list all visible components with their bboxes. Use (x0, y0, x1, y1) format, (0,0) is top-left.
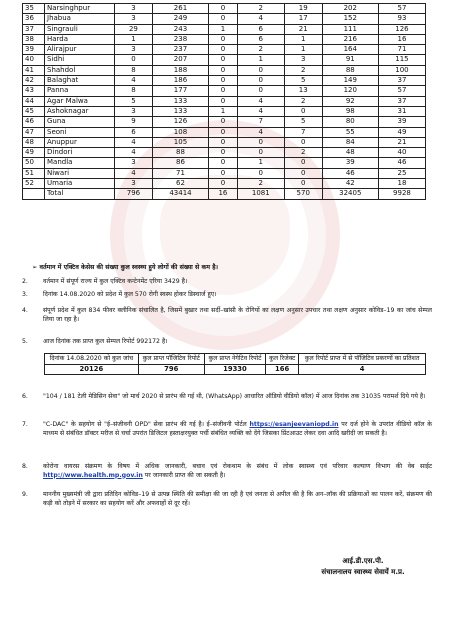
serial-cell: 48 (23, 137, 45, 147)
value-cell: 88 (322, 65, 378, 75)
value-cell: 0 (284, 158, 322, 168)
value-cell: 2 (237, 179, 284, 189)
value-cell: 4 (115, 148, 153, 158)
list-item: 2. वर्तमान में संपूर्ण राज्य में कुल एक्टिव कन्टेनमेंट एरिया 3429 है। (22, 278, 188, 285)
value-cell: 40 (378, 148, 425, 158)
value-cell: 93 (378, 14, 425, 24)
district-cell: Dindori (45, 148, 115, 158)
value-cell: 0 (209, 96, 238, 106)
value-cell: 46 (322, 168, 378, 178)
serial-cell: 40 (23, 55, 45, 65)
table-row (23, 168, 426, 178)
value-cell: 0 (284, 106, 322, 116)
value-cell: 5 (284, 117, 322, 127)
value-cell: 3 (115, 45, 153, 55)
value-cell: 4 (115, 168, 153, 178)
district-cell: Alirajpur (45, 45, 115, 55)
table-row (23, 14, 426, 24)
value-cell: 120 (322, 86, 378, 96)
value-cell: 8 (115, 65, 153, 75)
value-cell: 3 (115, 106, 153, 116)
value-cell: 91 (322, 55, 378, 65)
serial-cell: 38 (23, 34, 45, 44)
value-cell: 2 (284, 96, 322, 106)
value-cell: 21 (378, 137, 425, 147)
district-cell: Niwari (45, 168, 115, 178)
value-cell: 4 (237, 14, 284, 24)
value-cell: 2 (284, 148, 322, 158)
value-cell: 0 (209, 65, 238, 75)
district-cell: Ashoknagar (45, 106, 115, 116)
district-cell: Umaria (45, 179, 115, 189)
value-cell: 5 (115, 96, 153, 106)
value-cell: 0 (209, 34, 238, 44)
value-cell: 133 (152, 106, 208, 116)
list-item: 3. दिनांक 14.08.2020 को प्रदेश में कुल 570 रोगी स्वस्थ होकर डिस्चार्ज हुए। (22, 291, 217, 298)
value-cell: 0 (237, 65, 284, 75)
value-cell: 115 (378, 55, 425, 65)
total-cell: 1081 (237, 189, 284, 199)
value-cell: 4 (115, 76, 153, 86)
summary-header: कुल प्राप्त पॉजिटिव रिपोर्ट (138, 354, 204, 365)
district-cell: Agar Malwa (45, 96, 115, 106)
value-cell: 216 (322, 34, 378, 44)
value-cell: 0 (209, 76, 238, 86)
district-cell: Mandla (45, 158, 115, 168)
value-cell: 13 (284, 86, 322, 96)
value-cell: 1 (209, 106, 238, 116)
esanjeevani-link[interactable]: https://esanjeevaniopd.in (249, 421, 339, 428)
list-item: 4. संपूर्ण प्रदेश में कुल 834 फीवर क्लीनिक संचालित है, जिसमें बुखार तथा सर्दी–खांसी के रोगियों का लक्षण अनुसार उपचार तथा लक्षण अनुसार कोविड–19 का जांच सेम्पल लिया जा रहा है। (22, 307, 432, 323)
value-cell: 3 (115, 158, 153, 168)
value-cell: 37 (378, 96, 425, 106)
value-cell: 7 (284, 127, 322, 137)
value-cell: 0 (209, 168, 238, 178)
value-cell: 29 (115, 24, 153, 34)
table-row (23, 65, 426, 75)
value-cell: 249 (152, 14, 208, 24)
district-table (22, 3, 426, 200)
summary-header: कुल रिजेक्ट (266, 354, 299, 365)
serial-cell: 42 (23, 76, 45, 86)
value-cell: 2 (237, 45, 284, 55)
value-cell: 0 (209, 137, 238, 147)
value-cell: 3 (115, 179, 153, 189)
serial-cell: 39 (23, 45, 45, 55)
serial-cell: 51 (23, 168, 45, 178)
value-cell: 3 (115, 4, 153, 14)
value-cell: 0 (209, 117, 238, 127)
total-cell: 9928 (378, 189, 425, 199)
table-row (23, 86, 426, 96)
value-cell: 0 (284, 179, 322, 189)
value-cell: 4 (115, 137, 153, 147)
value-cell: 5 (284, 76, 322, 86)
value-cell: 0 (284, 137, 322, 147)
value-cell: 0 (237, 137, 284, 147)
total-cell: 32405 (322, 189, 378, 199)
serial-cell: 44 (23, 96, 45, 106)
serial-cell: 35 (23, 4, 45, 14)
value-cell: 4 (237, 127, 284, 137)
value-cell: 0 (209, 45, 238, 55)
value-cell: 2 (284, 65, 322, 75)
active-cases-note: ➢ वर्तमान में एक्टिव केसेस की संख्या कुल स्वस्थ्य हुये लोगों की संख्या से कम है। (32, 264, 218, 271)
value-cell: 108 (152, 127, 208, 137)
serial-cell: 47 (23, 127, 45, 137)
value-cell: 6 (115, 127, 153, 137)
value-cell: 0 (209, 55, 238, 65)
value-cell: 0 (209, 148, 238, 158)
district-cell: Balaghat (45, 76, 115, 86)
table-row (23, 45, 426, 55)
table-row (23, 117, 426, 127)
table-row (23, 137, 426, 147)
value-cell: 80 (322, 117, 378, 127)
value-cell: 57 (378, 86, 425, 96)
summary-header: कुल रिपोर्ट प्राप्त में से पॉजिटिव प्रकरणों का प्रतिशत (299, 354, 426, 365)
value-cell: 126 (152, 117, 208, 127)
value-cell: 31 (378, 106, 425, 116)
serial-cell: 49 (23, 148, 45, 158)
value-cell: 86 (152, 158, 208, 168)
value-cell: 2 (237, 4, 284, 14)
summary-value-row (45, 364, 426, 375)
value-cell: 0 (209, 127, 238, 137)
table-row (23, 34, 426, 44)
summary-value: 166 (266, 364, 299, 375)
value-cell: 0 (115, 55, 153, 65)
value-cell: 0 (209, 14, 238, 24)
serial-cell: 37 (23, 24, 45, 34)
district-cell: Anuppur (45, 137, 115, 147)
value-cell: 152 (322, 14, 378, 24)
table-row (23, 96, 426, 106)
value-cell: 237 (152, 45, 208, 55)
value-cell: 105 (152, 137, 208, 147)
total-cell: 570 (284, 189, 322, 199)
table-row (23, 24, 426, 34)
value-cell: 207 (152, 55, 208, 65)
value-cell: 4 (237, 96, 284, 106)
value-cell: 17 (284, 14, 322, 24)
value-cell: 0 (284, 168, 322, 178)
district-cell: Harda (45, 34, 115, 44)
value-cell: 7 (237, 117, 284, 127)
table-row (23, 127, 426, 137)
value-cell: 164 (322, 45, 378, 55)
list-item: 8. कोरोना वायरस संक्रमण के विषय में अधिक जानकारी, बचाव एवं रोकथाम के संबंध में लोक स्वास्थ्य एवं परिवार कल्याण विभाग की वेब साईट http://www.health.mp.gov.in पर जानकारी प्राप्त की जा सकती है। (22, 463, 432, 479)
value-cell: 149 (322, 76, 378, 86)
table-row (23, 179, 426, 189)
table-row (23, 4, 426, 14)
value-cell: 0 (209, 86, 238, 96)
list-item: 7. "C-DAC" के सहयोग से "ई–संजीवनी OPD" सेवा प्रारंभ की गई है। ई–संजीवनी पोर्टल https://esanjeevaniopd.in पर दर्ज होने के उपरांत वीडियो कॉल के माध्यम से संबंधित डॉक्टर मरीज से चर्चा उपरांत डिजिटल हस्ताक्षरयुक्त पर्ची संबंधित व्यक्ति को देंगे जिसका प्रिंटआउट लेकर दवा आदि खरीदी जा सकती है। (22, 421, 433, 437)
value-cell: 1 (237, 158, 284, 168)
value-cell: 55 (322, 127, 378, 137)
serial-cell: 43 (23, 86, 45, 96)
serial-cell: 36 (23, 14, 45, 24)
value-cell: 238 (152, 34, 208, 44)
value-cell: 1 (284, 34, 322, 44)
summary-value: 4 (299, 364, 426, 375)
value-cell: 1 (284, 45, 322, 55)
value-cell: 19 (284, 4, 322, 14)
signature-block (288, 556, 438, 578)
value-cell: 16 (378, 34, 425, 44)
serial-cell: 46 (23, 117, 45, 127)
value-cell: 42 (322, 179, 378, 189)
district-cell: Sidhi (45, 55, 115, 65)
district-cell: Seoni (45, 127, 115, 137)
district-cell: Jhabua (45, 14, 115, 24)
total-label: Total (45, 189, 115, 199)
summary-header-row (45, 354, 426, 365)
value-cell: 18 (378, 179, 425, 189)
value-cell: 71 (378, 45, 425, 55)
summary-value: 796 (138, 364, 204, 375)
value-cell: 133 (152, 96, 208, 106)
value-cell: 92 (322, 96, 378, 106)
summary-value: 20126 (45, 364, 139, 375)
health-website-link[interactable]: http://www.health.mp.gov.in (43, 471, 143, 479)
district-cell: Shahdol (45, 65, 115, 75)
total-cell: 16 (209, 189, 238, 199)
value-cell: 25 (378, 168, 425, 178)
value-cell: 6 (237, 34, 284, 44)
district-cell: Narsinghpur (45, 4, 115, 14)
serial-cell: 50 (23, 158, 45, 168)
value-cell: 202 (322, 4, 378, 14)
serial-cell: 45 (23, 106, 45, 116)
value-cell: 0 (237, 148, 284, 158)
value-cell: 46 (378, 158, 425, 168)
value-cell: 37 (378, 76, 425, 86)
value-cell: 71 (152, 168, 208, 178)
value-cell: 177 (152, 86, 208, 96)
value-cell: 21 (284, 24, 322, 34)
total-row (23, 189, 426, 199)
district-cell: Guna (45, 117, 115, 127)
value-cell: 0 (209, 4, 238, 14)
list-item: 6. "104 / 181 टेली मेडिसिन सेवा" जो मार्च 2020 से प्रारंभ की गई थी, (WhatsApp) आधारित ऑडियो वीडियो कॉल) में आज दिनांक तक 31035 परामर्श दिये गये है। (22, 393, 426, 400)
summary-header: कुल प्राप्त नेगेटिव रिपोर्ट (204, 354, 265, 365)
value-cell: 9 (115, 117, 153, 127)
summary-header: दिनांक 14.08.2020 को कुल जांच (45, 354, 139, 365)
value-cell: 0 (209, 179, 238, 189)
value-cell: 48 (322, 148, 378, 158)
value-cell: 100 (378, 65, 425, 75)
value-cell: 6 (237, 24, 284, 34)
serial-cell: 41 (23, 65, 45, 75)
value-cell: 49 (378, 127, 425, 137)
value-cell: 4 (237, 106, 284, 116)
value-cell: 39 (322, 158, 378, 168)
value-cell: 8 (115, 86, 153, 96)
list-item: 9. माननीय मुख्यमंत्री जी द्वारा प्रतिदिन कोविड–19 से उत्पन्न स्थिति की समीक्षा की जा रही है एवं जनता से अपील की है कि अन–लॉक की प्रक्रियाओं का पालन करें, संक्रमण की कड़ी को तोड़ने में सरकार का सहयोग करें और अफवाहों से दूर रहें। (22, 491, 432, 507)
table-row (23, 106, 426, 116)
district-cell: Panna (45, 86, 115, 96)
district-cell: Singrauli (45, 24, 115, 34)
value-cell: 188 (152, 65, 208, 75)
serial-cell (23, 189, 45, 199)
value-cell: 98 (322, 106, 378, 116)
value-cell: 3 (284, 55, 322, 65)
value-cell: 0 (209, 158, 238, 168)
signature-line-1: आई.डी.एस.पी. (342, 557, 384, 565)
value-cell: 111 (322, 24, 378, 34)
total-cell: 796 (115, 189, 153, 199)
value-cell: 39 (378, 117, 425, 127)
value-cell: 0 (237, 86, 284, 96)
total-cell: 43414 (152, 189, 208, 199)
serial-cell: 52 (23, 179, 45, 189)
table-row (23, 148, 426, 158)
value-cell: 0 (237, 76, 284, 86)
value-cell: 88 (152, 148, 208, 158)
value-cell: 126 (378, 24, 425, 34)
sample-summary-table (44, 353, 426, 375)
value-cell: 186 (152, 76, 208, 86)
value-cell: 84 (322, 137, 378, 147)
table-row (23, 55, 426, 65)
value-cell: 0 (237, 168, 284, 178)
list-item: 5. आज दिनांक तक प्राप्त कुल सेम्पल रिपोर्ट 992172 है। (22, 338, 168, 345)
value-cell: 3 (115, 14, 153, 24)
value-cell: 57 (378, 4, 425, 14)
value-cell: 1 (115, 34, 153, 44)
value-cell: 261 (152, 4, 208, 14)
value-cell: 62 (152, 179, 208, 189)
signature-line-2: संचालनालय स्वास्थ्य सेवायें म.प्र. (321, 568, 405, 576)
table-row (23, 76, 426, 86)
value-cell: 1 (237, 55, 284, 65)
table-row (23, 158, 426, 168)
value-cell: 243 (152, 24, 208, 34)
summary-value: 19330 (204, 364, 265, 375)
value-cell: 1 (209, 24, 238, 34)
